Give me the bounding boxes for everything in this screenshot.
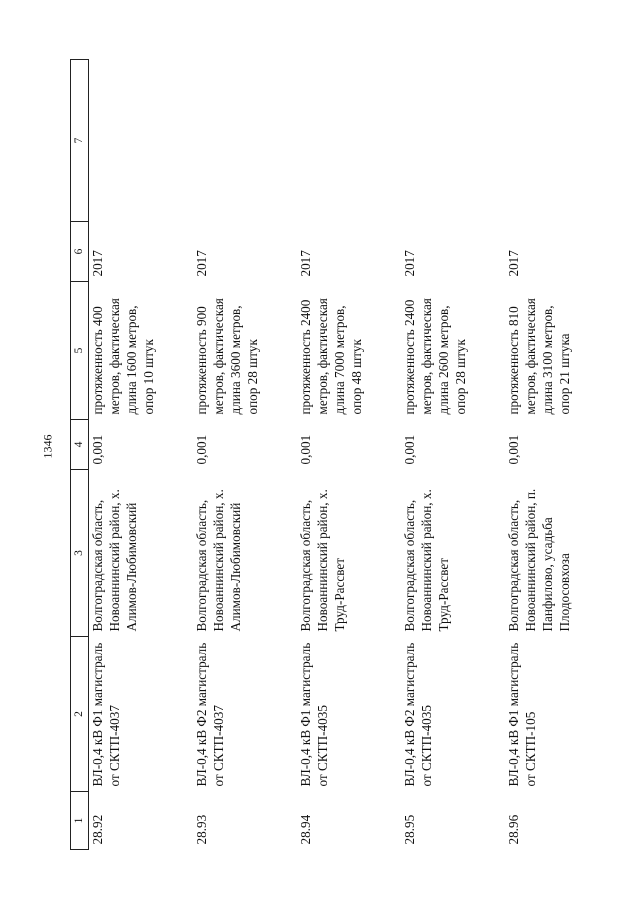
cell-number: 28.96 (506, 814, 521, 845)
cell-address: Волгоградская область, Новоаннинский район, п. Панфилово, усадьба Плодосовхоза (506, 488, 572, 632)
cell-year: 2017 (90, 250, 105, 277)
cell-address: Волгоградская область, Новоаннинский район, х. Алимов-Любимовский (90, 489, 139, 632)
cell-number: 28.93 (194, 814, 209, 845)
cell-description: протяженность 2400 метров, фактическая длина 7000 метров, опор 48 штук (298, 298, 364, 415)
cell-value: 0,001 (90, 434, 105, 465)
header-col-2: 2 (71, 637, 89, 792)
header-col-7: 7 (71, 60, 89, 222)
cell-address: Волгоградская область, Новоаннинский район, х. Труд-Рассвет (298, 489, 347, 632)
cell-name: ВЛ-0,4 кВ Ф1 магистраль от СКТП-4037 (90, 642, 122, 787)
header-col-1: 1 (71, 792, 89, 850)
table-row (297, 60, 401, 850)
cell-value: 0,001 (298, 434, 313, 465)
cell-description: протяженность 400 метров, фактическая длина 1600 метров, опор 10 штук (90, 298, 156, 415)
cell-notes (89, 60, 194, 222)
header-col-6: 6 (71, 222, 89, 282)
cell-description: протяженность 900 метров, фактическая длина 3600 метров, опор 28 штук (194, 298, 260, 415)
registry-table (70, 59, 609, 850)
cell-notes (297, 60, 401, 222)
cell-name: ВЛ-0,4 кВ Ф1 магистраль от СКТП-105 (506, 642, 538, 787)
rotated-table-wrapper (70, 10, 630, 850)
cell-value: 0,001 (402, 434, 417, 465)
cell-year: 2017 (298, 250, 313, 277)
cell-name: ВЛ-0,4 кВ Ф2 магистраль от СКТП-4037 (194, 642, 226, 787)
header-col-4: 4 (71, 420, 89, 470)
cell-notes (401, 60, 505, 222)
header-col-5: 5 (71, 282, 89, 420)
cell-name: ВЛ-0,4 кВ Ф2 магистраль от СКТП-4035 (402, 642, 434, 787)
cell-year: 2017 (194, 250, 209, 277)
table-row (505, 60, 609, 850)
table-row (193, 60, 297, 850)
cell-year: 2017 (506, 250, 521, 277)
cell-address: Волгоградская область, Новоаннинский район, х. Алимов-Любимовский (194, 489, 243, 632)
cell-description: протяженность 2400 метров, фактическая длина 2600 метров, опор 28 штук (402, 298, 468, 415)
cell-value: 0,001 (194, 434, 209, 465)
cell-value: 0,001 (506, 434, 521, 465)
cell-address: Волгоградская область, Новоаннинский район, х. Труд-Рассвет (402, 489, 451, 632)
cell-number: 28.92 (90, 814, 105, 845)
cell-notes (505, 60, 609, 222)
cell-year: 2017 (402, 250, 417, 277)
header-col-3: 3 (71, 470, 89, 637)
cell-number: 28.94 (298, 814, 313, 845)
cell-number: 28.95 (402, 814, 417, 845)
header-row (71, 60, 89, 850)
table-row (401, 60, 505, 850)
page-number: 1346 (40, 434, 55, 459)
cell-name: ВЛ-0,4 кВ Ф1 магистраль от СКТП-4035 (298, 642, 330, 787)
cell-notes (193, 60, 297, 222)
table-row (89, 60, 194, 850)
cell-description: протяженность 810 метров, фактическая длина 3100 метров, опор 21 штука (506, 298, 572, 415)
